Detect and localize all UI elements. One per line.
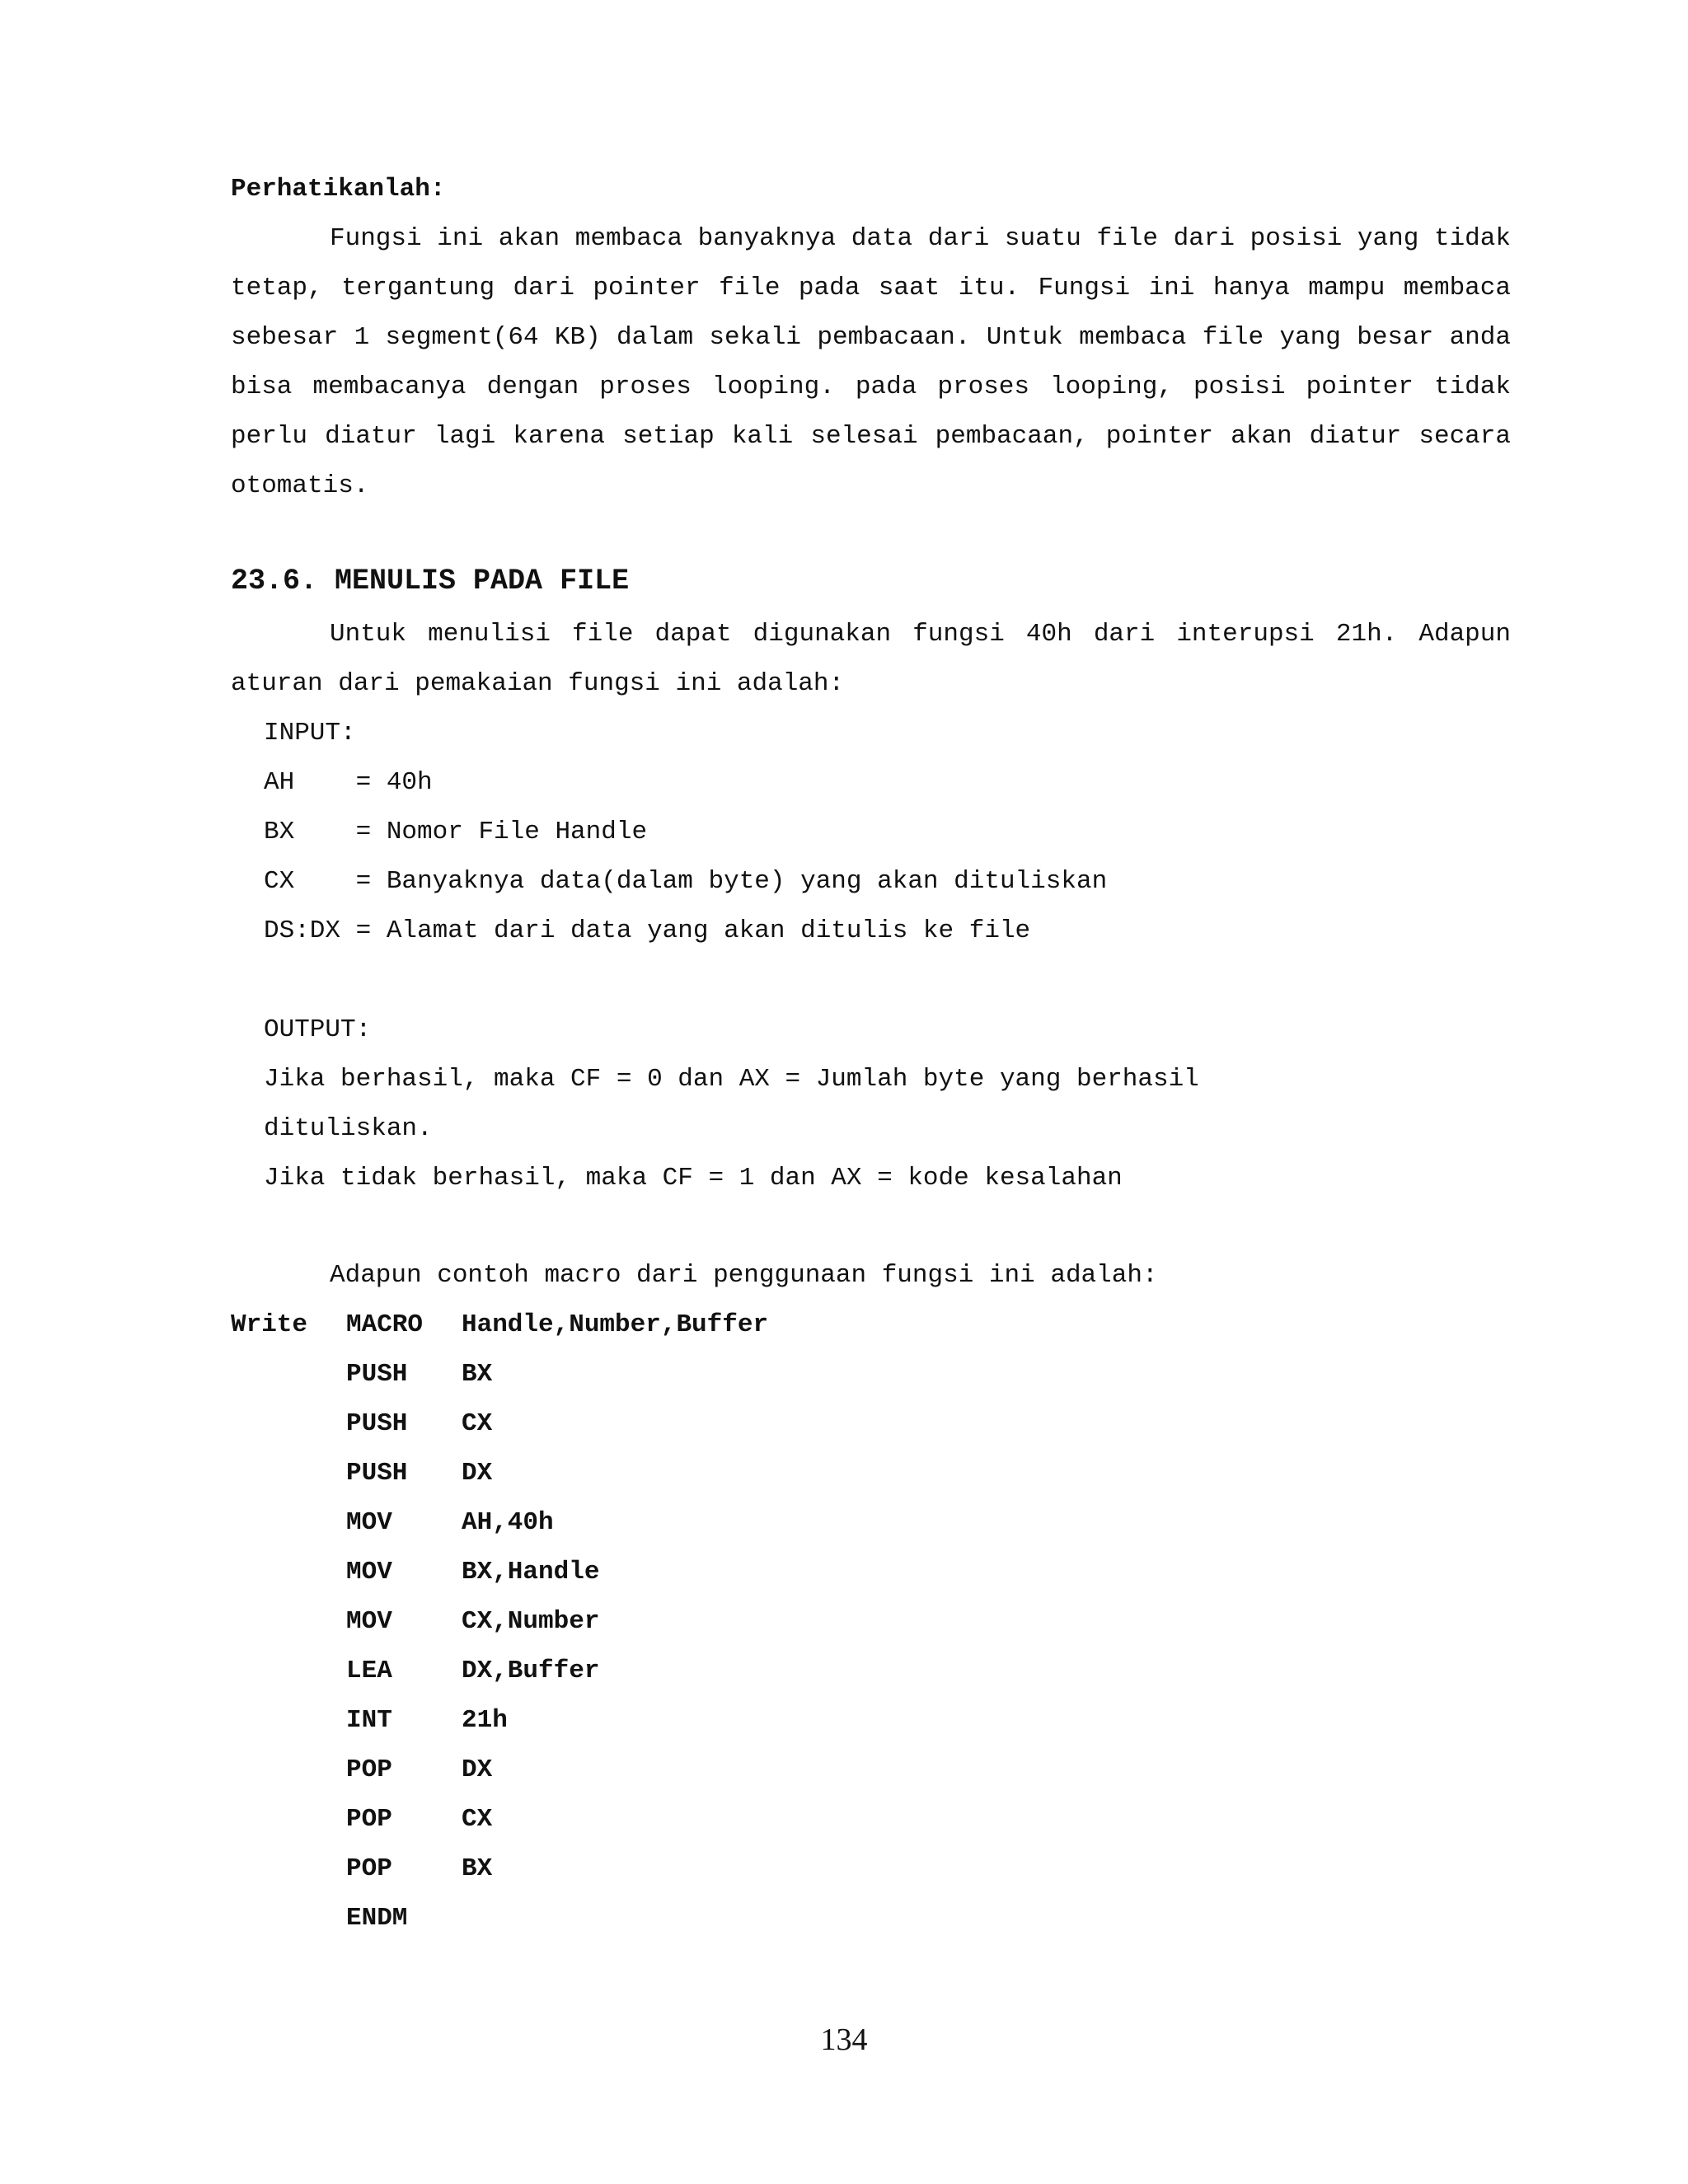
code-operand: CX,Number [462,1607,600,1636]
code-label [231,1746,346,1795]
code-label [231,1350,346,1399]
code-line [231,1746,768,1795]
code-operand: BX [462,1854,493,1883]
section-title: 23.6. MENULIS PADA FILE [231,565,630,598]
code-line [231,1498,768,1548]
code-instruction: POP [346,1755,392,1784]
input-label: INPUT: [264,719,356,748]
code-line [231,1399,768,1449]
code-line [231,1894,768,1943]
code-operand: 21h [462,1706,508,1735]
code-operand: BX,Handle [462,1558,600,1586]
code-line [231,1844,768,1894]
output-line-success: Jika berhasil, maka CF = 0 dan AX = Jumlah byte yang berhasil [264,1065,1199,1094]
output-label: OUTPUT: [264,1015,372,1044]
code-label [231,1548,346,1597]
code-instruction: MACRO [346,1310,424,1339]
code-instruction: PUSH [346,1459,408,1488]
code-label [231,1894,346,1943]
code-operand: Handle,Number,Buffer [462,1310,769,1339]
input-line-ah: AH = 40h [264,768,433,797]
code-label [231,1795,346,1844]
code-operand: DX [462,1459,493,1488]
code-operand: CX [462,1409,493,1438]
note-paragraph: Fungsi ini akan membaca banyaknya data dari suatu file dari posisi yang tidak tetap, tergantung dari pointer file pada saat itu. Fungsi ini hanya mampu membaca sebesar 1 segment(64 KB) dalam sekali pembacaan. Untuk membaca file yang besar anda bisa membacanya dengan proses looping. pada proses looping, posisi pointer tidak perlu diatur lagi karena setiap kali selesai pembacaan, pointer akan diatur secara otomatis. [231,224,1511,500]
code-operand: CX [462,1805,493,1834]
input-spec [264,709,1107,956]
code-line [231,1301,768,1350]
code-operand: DX [462,1755,493,1784]
code-line [231,1647,768,1696]
page-number: 134 [820,2022,868,2057]
input-line-dsdx: DS:DX = Alamat dari data yang akan ditulis ke file [264,916,1031,945]
code-instruction: POP [346,1805,392,1834]
code-label [231,1498,346,1548]
code-line [231,1597,768,1647]
code-label: Write [231,1310,308,1339]
code-instruction: MOV [346,1607,392,1636]
code-line [231,1350,768,1399]
code-operand: BX [462,1360,493,1389]
code-instruction: ENDM [346,1904,408,1933]
code-instruction: POP [346,1854,392,1883]
code-operand: AH,40h [462,1508,554,1537]
output-spec [264,1005,1199,1203]
code-line [231,1696,768,1746]
code-operand: DX,Buffer [462,1657,600,1685]
code-line [231,1795,768,1844]
code-instruction: PUSH [346,1360,408,1389]
code-line [231,1449,768,1498]
input-line-bx: BX = Nomor File Handle [264,818,648,846]
code-instruction: LEA [346,1657,392,1685]
code-label [231,1844,346,1894]
code-label [231,1597,346,1647]
code-line [231,1548,768,1597]
code-instruction: PUSH [346,1409,408,1438]
section-intro-paragraph: Untuk menulisi file dapat digunakan fungsi 40h dari interupsi 21h. Adapun aturan dari pemakaian fungsi ini adalah: [231,620,1511,698]
macro-intro: Adapun contoh macro dari penggunaan fungsi ini adalah: [330,1261,1158,1290]
code-label [231,1399,346,1449]
code-instruction: MOV [346,1508,392,1537]
input-line-cx: CX = Banyaknya data(dalam byte) yang akan dituliskan [264,867,1108,896]
code-instruction: INT [346,1706,392,1735]
macro-code-block [231,1301,768,1943]
code-label [231,1696,346,1746]
output-line-success-cont: dituliskan. [264,1114,433,1143]
code-label [231,1647,346,1696]
output-line-failure: Jika tidak berhasil, maka CF = 1 dan AX = kode kesalahan [264,1164,1123,1193]
code-instruction: MOV [346,1558,392,1586]
code-label [231,1449,346,1498]
note-heading: Perhatikanlah: [231,175,446,204]
